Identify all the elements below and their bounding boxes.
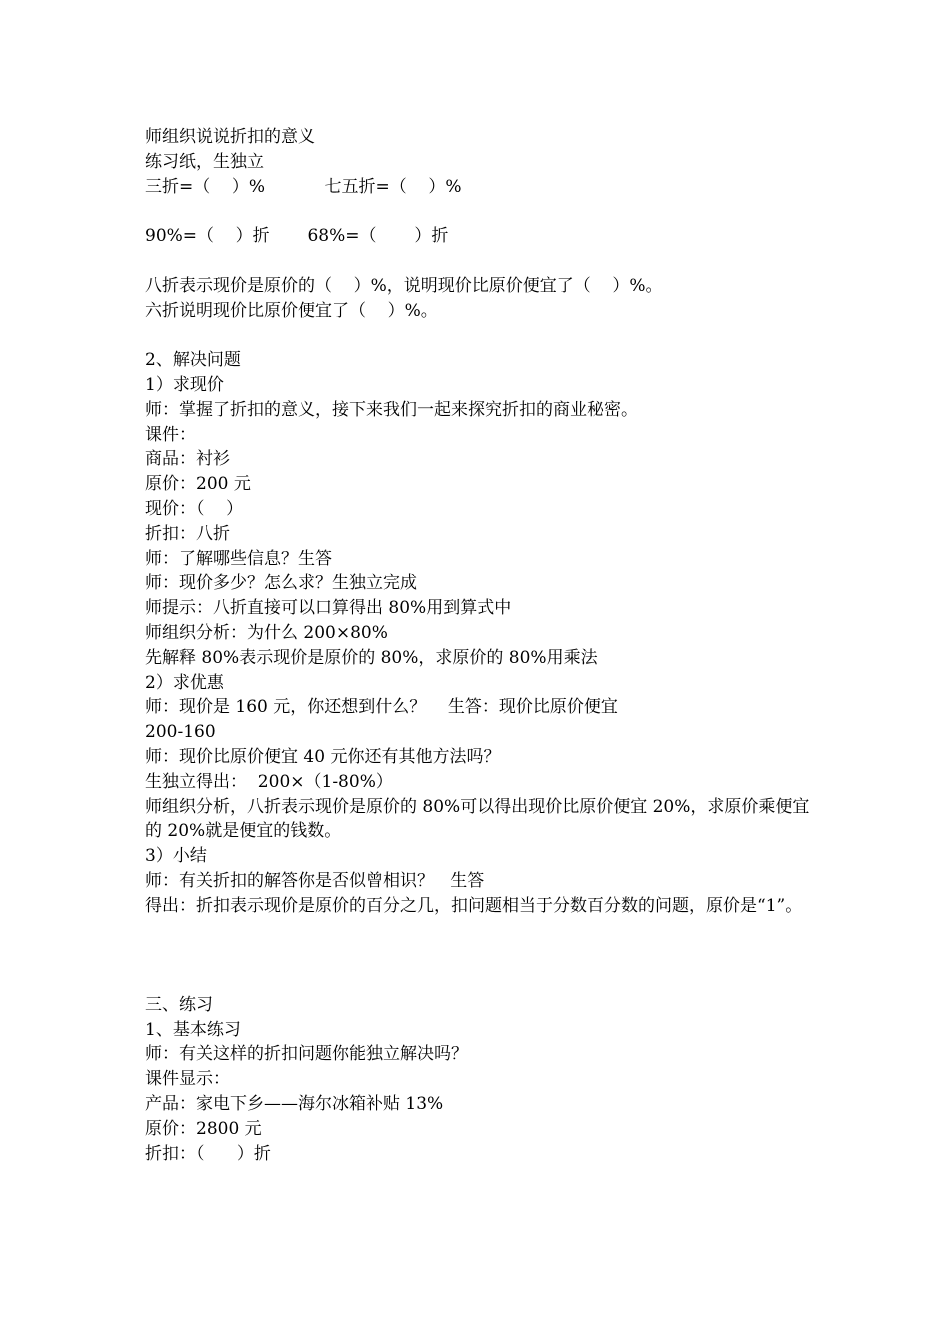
blank-line <box>145 249 815 274</box>
text-line: 商品：衬衫 <box>145 449 230 470</box>
section-heading: 2、解决问题 <box>145 350 241 371</box>
text-line: 产品：家电下乡——海尔冰箱补贴 13% <box>145 1094 444 1115</box>
subsection-heading: 1、基本练习 <box>145 1019 241 1040</box>
text-paragraph: 师组织分析，八折表示现价是原价的 80%可以得出现价比原价便宜 20%，求原价乘便宜的 20%就是便宜的钱数。 <box>145 796 810 842</box>
text-line: 原价：2800 元 <box>145 1118 262 1139</box>
text-line: 六折说明现价比原价便宜了（ ）%。 <box>145 300 438 321</box>
text-line: 师组织说说折扣的意义 <box>145 127 315 147</box>
section-heading: 三、练习 <box>145 994 213 1015</box>
subsection-heading: 1）求现价 <box>145 374 224 395</box>
text-line: 师：现价多少？怎么求？生独立完成 <box>145 573 417 594</box>
blank-line <box>145 323 815 348</box>
text-line: 师：有关折扣的解答你是否似曾相识？ 生答 <box>145 870 485 891</box>
text-line: 师：掌握了折扣的意义，接下来我们一起来探究折扣的商业秘密。 <box>145 399 638 420</box>
text-line: 师提示：八折直接可以口算得出 80%用到算式中 <box>145 598 512 619</box>
text-line: 师：有关这样的折扣问题你能独立解决吗？ <box>145 1044 468 1065</box>
text-line: 现价：（ ） <box>145 498 244 519</box>
text-line: 师：了解哪些信息？生答 <box>145 548 332 569</box>
subsection-heading: 2）求优惠 <box>145 672 224 693</box>
blank-lines <box>145 919 815 993</box>
subsection-heading: 3）小结 <box>145 846 207 867</box>
text-line: 先解释 80%表示现价是原价的 80%，求原价的 80%用乘法 <box>145 647 598 668</box>
text-line: 90%=（ ）折 68%=（ ）折 <box>145 226 449 247</box>
text-line: 生独立得出： 200×（1-80%） <box>145 771 393 792</box>
text-line: 三折=（ ）% 七五折=（ ）% <box>145 176 462 197</box>
text-line: 课件显示： <box>145 1069 230 1090</box>
text-line: 练习纸，生独立 <box>145 151 264 172</box>
text-line: 折扣：（ ）折 <box>145 1143 271 1164</box>
text-line: 师：现价是 160 元，你还想到什么？ 生答：现价比原价便宜 <box>145 697 618 718</box>
text-line: 师：现价比原价便宜 40 元你还有其他方法吗？ <box>145 746 501 767</box>
text-line: 师组织分析：为什么 200×80% <box>145 622 388 643</box>
text-line: 八折表示现价是原价的（ ）%，说明现价比原价便宜了（ ）%。 <box>145 275 663 296</box>
text-line: 折扣：八折 <box>145 523 230 544</box>
text-line: 200-160 <box>145 722 216 743</box>
text-line: 原价：200 元 <box>145 474 251 495</box>
document-body <box>145 125 815 1166</box>
text-paragraph: 得出：折扣表示现价是原价的百分之几，扣问题相当于分数百分数的问题，原价是“1”。 <box>145 895 803 916</box>
text-line: 课件： <box>145 424 196 445</box>
blank-line <box>145 199 815 224</box>
